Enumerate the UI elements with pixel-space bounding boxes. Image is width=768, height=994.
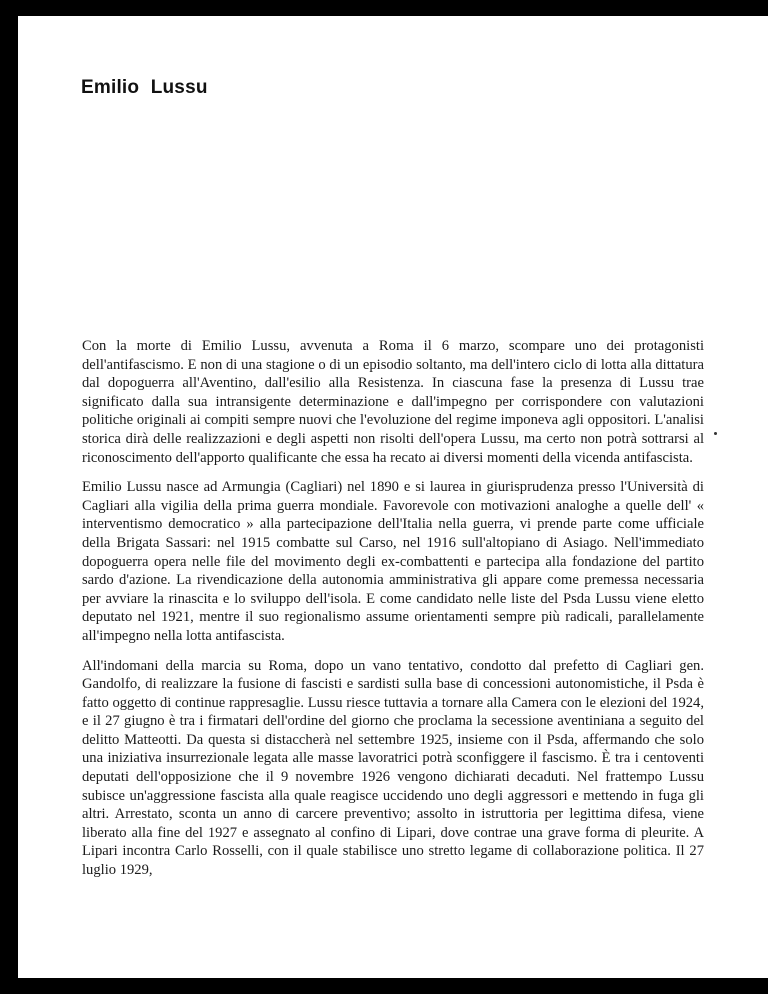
scanned-page xyxy=(18,16,768,978)
paragraph-2: Emilio Lussu nasce ad Armungia (Cagliari) nel 1890 e si laurea in giurisprudenza presso l'Università di Cagliari alla vigilia della prima guerra mondiale. Favorevole con motivazioni analoghe a quelle dell' « interventismo democratico » alla partecipazione dell'Italia nella guerra, vi prende parte come ufficiale della Brigata Sassari: nel 1915 combatte sul Carso, nel 1916 sull'altopiano di Asiago. Nell'immediato dopoguerra opera nelle file del movimento degli ex-combattenti e partecipa alla fondazione del partito sardo d'azione. La rivendicazione della autonomia amministrativa gli appare come premessa necessaria per avviare la rinascita e lo sviluppo dell'isola. E come candidato nelle liste del Psda Lussu viene eletto deputato nel 1921, mentre il suo regionalismo assume orientamenti sempre più radicali, parallelamente all'impegno nella lotta antifascista. xyxy=(82,479,704,644)
scan-speck xyxy=(714,432,717,435)
paragraph-1: Con la morte di Emilio Lussu, avvenuta a Roma il 6 marzo, scompare uno dei protagonisti dell'antifascismo. E non di una stagione o di un episodio soltanto, ma dell'intero ciclo di lotta alla dittatura dal dopoguerra all'Aventino, dall'esilio alla Resistenza. In ciascuna fase la presenza di Lussu trae significato dalla sua intransigente determinazione e dall'impegno per corrispondere con valutazioni politiche originali ai compiti sempre nuovi che l'evoluzione del regime imponeva agli oppositori. L'analisi storica dirà delle realizzazioni e degli aspetti non risolti dell'opera Lussu, ma certo non potrà sottrarsi al riconoscimento dell'apporto qualificante che essa ha recato ai diversi momenti della vicenda antifascista. xyxy=(82,338,704,466)
paragraph-3: All'indomani della marcia su Roma, dopo un vano tentativo, condotto dal prefetto di Cagliari gen. Gandolfo, di realizzare la fusione di fascisti e sardisti sulla base di concessioni autonomistiche, il Psda è fatto oggetto di continue rappresaglie. Lussu riesce tuttavia a tornare alla Camera con le elezioni del 1924, e il 27 giugno è tra i firmatari dell'ordine del giorno che proclama la secessione aventiniana a seguito del delitto Matteotti. Da questa si distaccherà nel settembre 1925, insieme con il Psda, affermando che solo una iniziativa insurrezionale legata alle masse lavoratrici potrà sconfiggere il fascismo. È tra i centoventi deputati dell'opposizione che il 9 novembre 1926 vengono dichiarati decaduti. Nel frattempo Lussu subisce un'aggressione fascista alla quale reagisce uccidendo uno degli aggressori e mettendo in fuga gli altri. Arrestato, sconta un anno di carcere preventivo; assolto in istruttoria per legittima difesa, viene liberato alla fine del 1927 e assegnato al confino di Lipari, dove contrae una grave forma di pleurite. A Lipari incontra Carlo Rosselli, con il quale stabilisce uno stretto legame di collaborazione politica. Il 27 luglio 1929, xyxy=(82,657,704,879)
article-body xyxy=(82,337,704,891)
page-title: Emilio Lussu xyxy=(81,77,208,98)
